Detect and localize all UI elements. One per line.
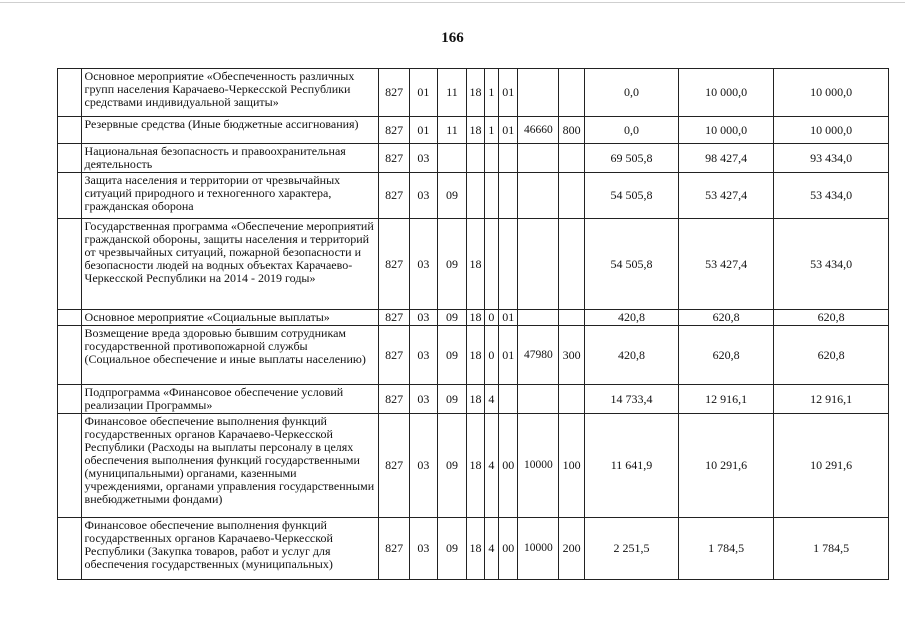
- section-code: 01: [410, 69, 438, 117]
- direction-code: 47980: [518, 326, 559, 385]
- subsection-code: 11: [437, 117, 467, 144]
- subprogram-code: 1: [484, 69, 498, 117]
- amount-year-2: 12 916,1: [679, 385, 774, 414]
- direction-code: [518, 69, 559, 117]
- amount-year-1: 0,0: [584, 69, 678, 117]
- subprogram-code: 4: [484, 518, 498, 580]
- row-name: Резервные средства (Иные бюджетные ассигнования): [81, 117, 379, 144]
- admin-code: 827: [379, 173, 410, 219]
- row-margin-cell: [58, 310, 82, 326]
- amount-year-3: 620,8: [774, 326, 889, 385]
- program-code: 18: [467, 518, 484, 580]
- subprogram-code: 1: [484, 117, 498, 144]
- section-code: 03: [410, 385, 438, 414]
- row-name: Возмещение вреда здоровью бывшим сотрудникам государственной противопожарной службы (Социальное обеспечение и иные выплаты населению): [81, 326, 379, 385]
- row-margin-cell: [58, 144, 82, 173]
- row-margin-cell: [58, 414, 82, 518]
- admin-code: 827: [379, 414, 410, 518]
- row-name: Финансовое обеспечение выполнения функций государственных органов Карачаево-Черкесской Республики (Закупка товаров, работ и услуг для обеспечения государственных (муниципальных): [81, 518, 379, 580]
- program-code: 18: [467, 219, 484, 310]
- subsection-code: 09: [437, 385, 467, 414]
- amount-year-2: 53 427,4: [679, 173, 774, 219]
- row-margin-cell: [58, 518, 82, 580]
- table-row: [58, 310, 889, 326]
- admin-code: 827: [379, 144, 410, 173]
- amount-year-3: 10 291,6: [774, 414, 889, 518]
- budget-table: [57, 68, 889, 580]
- top-rule: [0, 2, 905, 3]
- amount-year-2: 10 000,0: [679, 69, 774, 117]
- admin-code: 827: [379, 69, 410, 117]
- program-code: 18: [467, 117, 484, 144]
- program-code: 18: [467, 414, 484, 518]
- direction-code: 10000: [518, 518, 559, 580]
- amount-year-3: 53 434,0: [774, 173, 889, 219]
- section-code: 03: [410, 144, 438, 173]
- admin-code: 827: [379, 326, 410, 385]
- amount-year-3: 10 000,0: [774, 69, 889, 117]
- amount-year-1: 420,8: [584, 310, 678, 326]
- amount-year-1: 69 505,8: [584, 144, 678, 173]
- expense-type-code: [559, 385, 585, 414]
- amount-year-1: 0,0: [584, 117, 678, 144]
- expense-type-code: [559, 69, 585, 117]
- subsection-code: 09: [437, 326, 467, 385]
- subprogram-code: [484, 173, 498, 219]
- row-margin-cell: [58, 219, 82, 310]
- row-margin-cell: [58, 326, 82, 385]
- row-name: Подпрограмма «Финансовое обеспечение условий реализации Программы»: [81, 385, 379, 414]
- program-code: 18: [467, 326, 484, 385]
- row-name: Национальная безопасность и правоохранительная деятельность: [81, 144, 379, 173]
- section-code: 03: [410, 518, 438, 580]
- row-margin-cell: [58, 385, 82, 414]
- amount-year-2: 1 784,5: [679, 518, 774, 580]
- row-name: Защита населения и территории от чрезвычайных ситуаций природного и техногенного характера, гражданская оборона: [81, 173, 379, 219]
- direction-code: [518, 144, 559, 173]
- amount-year-1: 54 505,8: [584, 173, 678, 219]
- amount-year-1: 14 733,4: [584, 385, 678, 414]
- event-code: 00: [499, 518, 518, 580]
- amount-year-3: 10 000,0: [774, 117, 889, 144]
- program-code: 18: [467, 385, 484, 414]
- page-number: 166: [441, 30, 464, 46]
- subsection-code: [437, 144, 467, 173]
- program-code: 18: [467, 310, 484, 326]
- expense-type-code: 800: [559, 117, 585, 144]
- section-code: 01: [410, 117, 438, 144]
- program-code: 18: [467, 69, 484, 117]
- row-name: Основное мероприятие «Обеспеченность различных групп населения Карачаево-Черкесской Республики средствами индивидуальной защиты»: [81, 69, 379, 117]
- event-code: 01: [499, 310, 518, 326]
- amount-year-3: 620,8: [774, 310, 889, 326]
- amount-year-1: 54 505,8: [584, 219, 678, 310]
- event-code: 01: [499, 69, 518, 117]
- section-code: 03: [410, 219, 438, 310]
- subprogram-code: [484, 219, 498, 310]
- amount-year-2: 98 427,4: [679, 144, 774, 173]
- table-body: [58, 69, 889, 580]
- direction-code: [518, 385, 559, 414]
- event-code: [499, 144, 518, 173]
- row-name: Государственная программа «Обеспечение мероприятий гражданской обороны, защиты населения и территорий от чрезвычайных ситуаций, пожарной безопасности и безопасности людей на водных объектах Карачаево-Черкесской Республики на 2014 - 2019 годы»: [81, 219, 379, 310]
- table-row: [58, 385, 889, 414]
- row-name: Основное мероприятие «Социальные выплаты»: [81, 310, 379, 326]
- amount-year-3: 12 916,1: [774, 385, 889, 414]
- event-code: 01: [499, 326, 518, 385]
- subsection-code: 09: [437, 518, 467, 580]
- direction-code: [518, 219, 559, 310]
- expense-type-code: [559, 173, 585, 219]
- amount-year-1: 11 641,9: [584, 414, 678, 518]
- amount-year-2: 10 000,0: [679, 117, 774, 144]
- event-code: 00: [499, 414, 518, 518]
- subsection-code: 09: [437, 219, 467, 310]
- direction-code: 46660: [518, 117, 559, 144]
- direction-code: [518, 173, 559, 219]
- amount-year-2: 620,8: [679, 326, 774, 385]
- row-margin-cell: [58, 173, 82, 219]
- section-code: 03: [410, 326, 438, 385]
- admin-code: 827: [379, 385, 410, 414]
- table-row: [58, 117, 889, 144]
- subprogram-code: 0: [484, 310, 498, 326]
- table-row: [58, 326, 889, 385]
- expense-type-code: [559, 219, 585, 310]
- amount-year-2: 620,8: [679, 310, 774, 326]
- expense-type-code: 300: [559, 326, 585, 385]
- expense-type-code: [559, 144, 585, 173]
- section-code: 03: [410, 310, 438, 326]
- expense-type-code: 200: [559, 518, 585, 580]
- section-code: 03: [410, 414, 438, 518]
- admin-code: 827: [379, 219, 410, 310]
- row-margin-cell: [58, 117, 82, 144]
- subprogram-code: 4: [484, 414, 498, 518]
- subprogram-code: 0: [484, 326, 498, 385]
- table-row: [58, 144, 889, 173]
- program-code: [467, 173, 484, 219]
- section-code: 03: [410, 173, 438, 219]
- amount-year-1: 2 251,5: [584, 518, 678, 580]
- table-row: [58, 219, 889, 310]
- amount-year-2: 10 291,6: [679, 414, 774, 518]
- amount-year-3: 1 784,5: [774, 518, 889, 580]
- event-code: [499, 173, 518, 219]
- admin-code: 827: [379, 117, 410, 144]
- amount-year-2: 53 427,4: [679, 219, 774, 310]
- amount-year-1: 420,8: [584, 326, 678, 385]
- table-row: [58, 518, 889, 580]
- subprogram-code: [484, 144, 498, 173]
- table-row: [58, 173, 889, 219]
- event-code: [499, 385, 518, 414]
- direction-code: 10000: [518, 414, 559, 518]
- event-code: [499, 219, 518, 310]
- table-row: [58, 414, 889, 518]
- table-row: [58, 69, 889, 117]
- amount-year-3: 93 434,0: [774, 144, 889, 173]
- subsection-code: 09: [437, 310, 467, 326]
- amount-year-3: 53 434,0: [774, 219, 889, 310]
- admin-code: 827: [379, 310, 410, 326]
- row-name: Финансовое обеспечение выполнения функций государственных органов Карачаево-Черкесской Республики (Расходы на выплаты персоналу в целях обеспечения выполнения функций государственными (муниципальными) органами, казенными учреждениями, органами управления государственными внебюджетными фондами): [81, 414, 379, 518]
- expense-type-code: 100: [559, 414, 585, 518]
- row-margin-cell: [58, 69, 82, 117]
- admin-code: 827: [379, 518, 410, 580]
- subprogram-code: 4: [484, 385, 498, 414]
- subsection-code: 09: [437, 414, 467, 518]
- program-code: [467, 144, 484, 173]
- event-code: 01: [499, 117, 518, 144]
- direction-code: [518, 310, 559, 326]
- subsection-code: 11: [437, 69, 467, 117]
- subsection-code: 09: [437, 173, 467, 219]
- expense-type-code: [559, 310, 585, 326]
